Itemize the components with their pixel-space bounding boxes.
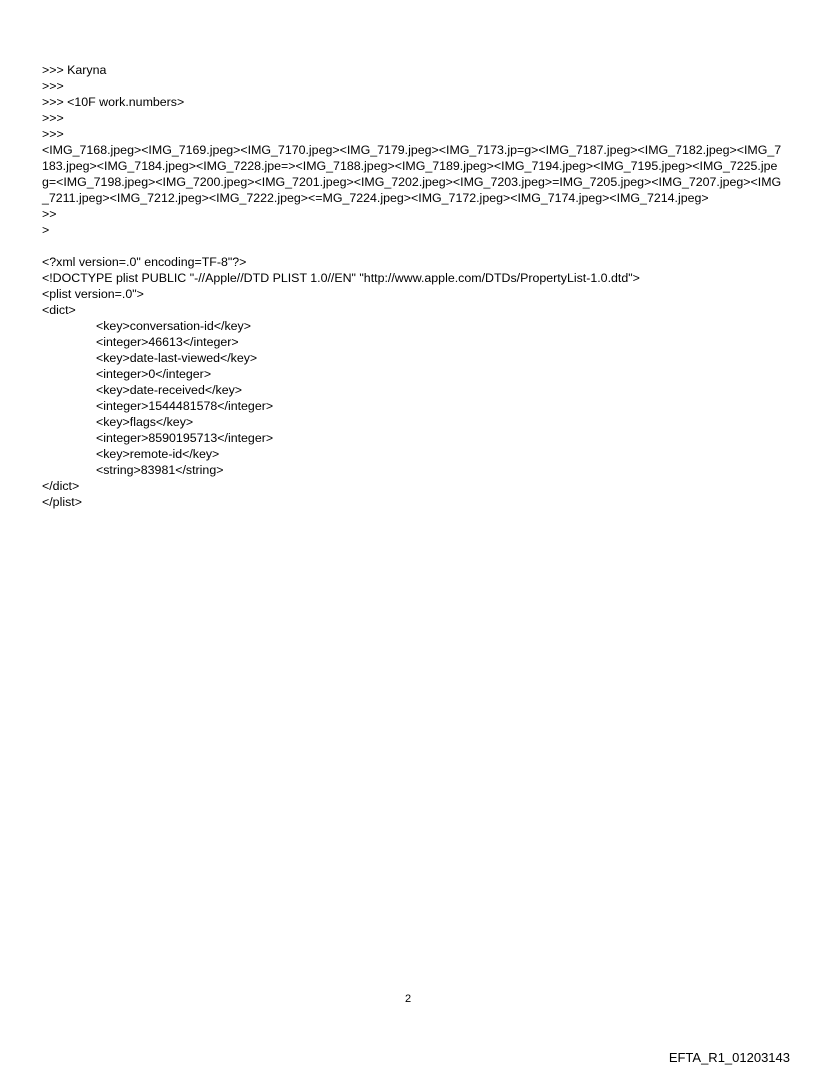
xml-declaration: <?xml version=.0" encoding=TF-8"?>: [42, 255, 247, 269]
dict-entry: <integer>8590195713</integer>: [96, 431, 274, 445]
text-line: >>>: [42, 79, 64, 93]
text-line: >>> <10F work.numbers>: [42, 95, 185, 109]
dict-entry: <key>date-last-viewed</key>: [96, 351, 258, 365]
plist-open: <plist version=.0">: [42, 287, 144, 301]
doctype-line: <!DOCTYPE plist PUBLIC "-//Apple//DTD PLIST 1.0//EN" "http://www.apple.com/DTDs/PropertyList-1.0.dtd">: [42, 271, 640, 285]
dict-close: </dict>: [42, 479, 80, 493]
text-line: >>> Karyna: [42, 63, 107, 77]
text-line: >>>: [42, 111, 64, 125]
text-line: >>: [42, 207, 57, 221]
dict-entry: <integer>0</integer>: [96, 367, 212, 381]
dict-entry: <integer>1544481578</integer>: [96, 399, 274, 413]
dict-entry: <key>date-received</key>: [96, 383, 243, 397]
attachments-list: <IMG_7168.jpeg><IMG_7169.jpeg><IMG_7170.jpeg><IMG_7179.jpeg><IMG_7173.jp=g><IMG_7187.jpeg><IMG_7182.jpeg><IMG_7183.jpeg><IMG_7184.jpeg><IMG_7228.jpe=><IMG_7188.jpeg><IMG_7189.jpeg><IMG_7194.jpeg><IMG_7195.jpeg><IMG_7225.jpeg=<IMG_7198.jpeg><IMG_7200.jpeg><IMG_7201.jpeg><IMG_7202.jpeg><IMG_7203.jpeg>=IMG_7205.jpeg><IMG_7207.jpeg><IMG_7211.jpeg><IMG_7212.jpeg><IMG_7222.jpeg><=MG_7224.jpeg><IMG_7172.jpeg><IMG_7174.jpeg><IMG_7214.jpeg>: [42, 143, 782, 205]
text-line: >: [42, 223, 50, 237]
dict-entry: <integer>46613</integer>: [96, 335, 239, 349]
dict-open: <dict>: [42, 303, 76, 317]
document-id: EFTA_R1_01203143: [668, 1050, 790, 1065]
document-body: [42, 62, 782, 510]
page-number: 2: [404, 993, 412, 1005]
dict-entry: <key>flags</key>: [96, 415, 194, 429]
dict-entry: <string>83981</string>: [96, 463, 224, 477]
blank-line: [42, 238, 782, 254]
dict-entry: <key>conversation-id</key>: [96, 319, 251, 333]
text-line: >>>: [42, 127, 64, 141]
plist-close: </plist>: [42, 495, 82, 509]
dict-entry: <key>remote-id</key>: [96, 447, 220, 461]
